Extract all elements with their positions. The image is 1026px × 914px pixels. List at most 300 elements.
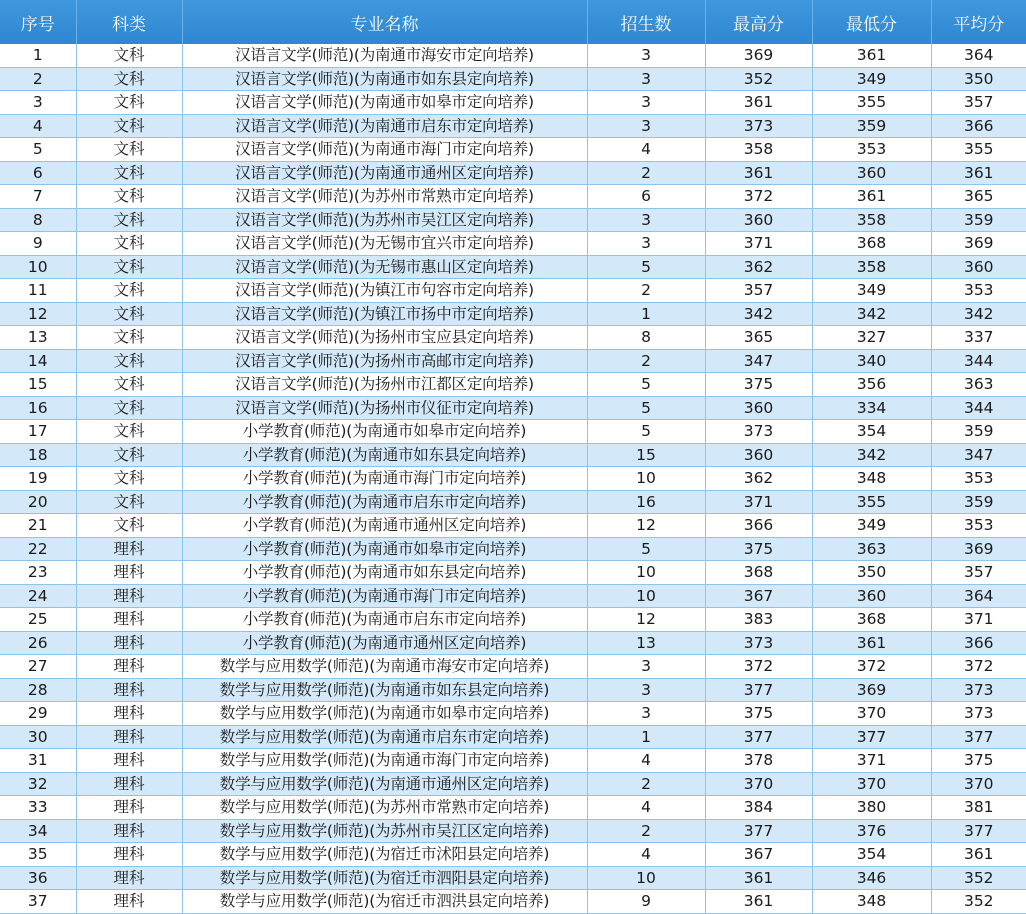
enrollment-count-cell: 16: [587, 490, 705, 514]
highest-score-cell: 373: [705, 114, 812, 138]
table-row: [0, 255, 1026, 279]
serial-number-cell: 17: [0, 420, 76, 444]
average-score-cell: 353: [931, 514, 1026, 538]
serial-number-cell: 30: [0, 725, 76, 749]
table-row: [0, 114, 1026, 138]
highest-score-cell: 347: [705, 349, 812, 373]
average-score-cell: 373: [931, 678, 1026, 702]
lowest-score-cell: 368: [812, 608, 931, 632]
enrollment-count-cell: 3: [587, 67, 705, 91]
enrollment-count-cell: 12: [587, 608, 705, 632]
subject-category-cell: 文科: [76, 396, 182, 420]
enrollment-count-cell: 4: [587, 796, 705, 820]
highest-score-cell: 362: [705, 467, 812, 491]
average-score-cell: 352: [931, 866, 1026, 890]
enrollment-count-cell: 3: [587, 655, 705, 679]
average-score-cell: 361: [931, 161, 1026, 185]
lowest-score-cell: 356: [812, 373, 931, 397]
enrollment-count-cell: 5: [587, 373, 705, 397]
highest-score-cell: 360: [705, 443, 812, 467]
table-row: [0, 514, 1026, 538]
average-score-cell: 344: [931, 396, 1026, 420]
enrollment-count-cell: 2: [587, 349, 705, 373]
lowest-score-cell: 354: [812, 843, 931, 867]
enrollment-count-cell: 3: [587, 702, 705, 726]
lowest-score-cell: 327: [812, 326, 931, 350]
subject-category-cell: 文科: [76, 114, 182, 138]
table-row: [0, 443, 1026, 467]
header-row: [0, 0, 1026, 44]
serial-number-cell: 26: [0, 631, 76, 655]
serial-number-cell: 33: [0, 796, 76, 820]
average-score-cell: 373: [931, 702, 1026, 726]
table-row: [0, 326, 1026, 350]
lowest-score-cell: 369: [812, 678, 931, 702]
highest-score-cell: 384: [705, 796, 812, 820]
table-row: [0, 608, 1026, 632]
subject-category-cell: 理科: [76, 796, 182, 820]
major-name-cell: 小学教育(师范)(为南通市海门市定向培养): [182, 584, 587, 608]
serial-number-cell: 14: [0, 349, 76, 373]
subject-category-cell: 理科: [76, 655, 182, 679]
subject-category-cell: 理科: [76, 772, 182, 796]
average-score-cell: 342: [931, 302, 1026, 326]
major-name-cell: 汉语言文学(师范)(为南通市海安市定向培养): [182, 44, 587, 67]
serial-number-cell: 12: [0, 302, 76, 326]
subject-category-cell: 文科: [76, 326, 182, 350]
highest-score-cell: 361: [705, 91, 812, 115]
table-row: [0, 349, 1026, 373]
table-row: [0, 396, 1026, 420]
enrollment-count-cell: 4: [587, 749, 705, 773]
serial-number-cell: 7: [0, 185, 76, 209]
serial-number-cell: 9: [0, 232, 76, 256]
table-row: [0, 161, 1026, 185]
average-score-cell: 369: [931, 537, 1026, 561]
table-row: [0, 373, 1026, 397]
enrollment-count-cell: 2: [587, 819, 705, 843]
lowest-score-cell: 360: [812, 161, 931, 185]
highest-score-cell: 362: [705, 255, 812, 279]
enrollment-count-cell: 10: [587, 584, 705, 608]
average-score-cell: 352: [931, 890, 1026, 914]
enrollment-count-cell: 3: [587, 678, 705, 702]
serial-number-cell: 19: [0, 467, 76, 491]
serial-number-cell: 18: [0, 443, 76, 467]
table-row: [0, 232, 1026, 256]
enrollment-count-cell: 3: [587, 91, 705, 115]
header-enrollment-count: 招生数: [587, 0, 705, 44]
subject-category-cell: 理科: [76, 866, 182, 890]
highest-score-cell: 375: [705, 702, 812, 726]
major-name-cell: 小学教育(师范)(为南通市如东县定向培养): [182, 561, 587, 585]
major-name-cell: 汉语言文学(师范)(为镇江市扬中市定向培养): [182, 302, 587, 326]
major-name-cell: 汉语言文学(师范)(为扬州市江都区定向培养): [182, 373, 587, 397]
highest-score-cell: 383: [705, 608, 812, 632]
header-highest-score: 最高分: [705, 0, 812, 44]
highest-score-cell: 375: [705, 373, 812, 397]
subject-category-cell: 文科: [76, 443, 182, 467]
subject-category-cell: 文科: [76, 161, 182, 185]
header-major-name: 专业名称: [182, 0, 587, 44]
header-average-score: 平均分: [931, 0, 1026, 44]
major-name-cell: 汉语言文学(师范)(为扬州市宝应县定向培养): [182, 326, 587, 350]
subject-category-cell: 文科: [76, 420, 182, 444]
lowest-score-cell: 342: [812, 443, 931, 467]
subject-category-cell: 理科: [76, 561, 182, 585]
major-name-cell: 小学教育(师范)(为南通市启东市定向培养): [182, 608, 587, 632]
lowest-score-cell: 371: [812, 749, 931, 773]
serial-number-cell: 10: [0, 255, 76, 279]
serial-number-cell: 16: [0, 396, 76, 420]
enrollment-count-cell: 5: [587, 255, 705, 279]
subject-category-cell: 理科: [76, 890, 182, 914]
serial-number-cell: 27: [0, 655, 76, 679]
subject-category-cell: 文科: [76, 232, 182, 256]
major-name-cell: 汉语言文学(师范)(为扬州市高邮市定向培养): [182, 349, 587, 373]
serial-number-cell: 21: [0, 514, 76, 538]
subject-category-cell: 文科: [76, 44, 182, 67]
major-name-cell: 汉语言文学(师范)(为苏州市常熟市定向培养): [182, 185, 587, 209]
table-row: [0, 725, 1026, 749]
lowest-score-cell: 346: [812, 866, 931, 890]
header-lowest-score: 最低分: [812, 0, 931, 44]
table-row: [0, 702, 1026, 726]
serial-number-cell: 4: [0, 114, 76, 138]
enrollment-count-cell: 10: [587, 467, 705, 491]
major-name-cell: 汉语言文学(师范)(为南通市如东县定向培养): [182, 67, 587, 91]
subject-category-cell: 文科: [76, 467, 182, 491]
lowest-score-cell: 349: [812, 514, 931, 538]
average-score-cell: 371: [931, 608, 1026, 632]
highest-score-cell: 373: [705, 420, 812, 444]
highest-score-cell: 367: [705, 843, 812, 867]
highest-score-cell: 365: [705, 326, 812, 350]
subject-category-cell: 文科: [76, 279, 182, 303]
average-score-cell: 353: [931, 279, 1026, 303]
enrollment-count-cell: 10: [587, 866, 705, 890]
subject-category-cell: 文科: [76, 91, 182, 115]
table-row: [0, 655, 1026, 679]
average-score-cell: 366: [931, 114, 1026, 138]
header-serial-number: 序号: [0, 0, 76, 44]
subject-category-cell: 理科: [76, 819, 182, 843]
average-score-cell: 344: [931, 349, 1026, 373]
major-name-cell: 数学与应用数学(师范)(为南通市海门市定向培养): [182, 749, 587, 773]
highest-score-cell: 361: [705, 890, 812, 914]
table-row: [0, 772, 1026, 796]
enrollment-count-cell: 3: [587, 208, 705, 232]
table-row: [0, 420, 1026, 444]
enrollment-count-cell: 1: [587, 725, 705, 749]
average-score-cell: 337: [931, 326, 1026, 350]
average-score-cell: 359: [931, 490, 1026, 514]
subject-category-cell: 文科: [76, 67, 182, 91]
highest-score-cell: 360: [705, 396, 812, 420]
subject-category-cell: 文科: [76, 185, 182, 209]
enrollment-count-cell: 4: [587, 138, 705, 162]
lowest-score-cell: 359: [812, 114, 931, 138]
lowest-score-cell: 376: [812, 819, 931, 843]
highest-score-cell: 373: [705, 631, 812, 655]
highest-score-cell: 342: [705, 302, 812, 326]
enrollment-count-cell: 15: [587, 443, 705, 467]
major-name-cell: 小学教育(师范)(为南通市如东县定向培养): [182, 443, 587, 467]
table-row: [0, 584, 1026, 608]
serial-number-cell: 8: [0, 208, 76, 232]
subject-category-cell: 文科: [76, 349, 182, 373]
average-score-cell: 347: [931, 443, 1026, 467]
lowest-score-cell: 372: [812, 655, 931, 679]
average-score-cell: 357: [931, 561, 1026, 585]
highest-score-cell: 366: [705, 514, 812, 538]
average-score-cell: 366: [931, 631, 1026, 655]
table-row: [0, 843, 1026, 867]
subject-category-cell: 文科: [76, 138, 182, 162]
major-name-cell: 汉语言文学(师范)(为南通市启东市定向培养): [182, 114, 587, 138]
serial-number-cell: 15: [0, 373, 76, 397]
subject-category-cell: 理科: [76, 749, 182, 773]
enrollment-count-cell: 3: [587, 114, 705, 138]
lowest-score-cell: 354: [812, 420, 931, 444]
enrollment-count-cell: 4: [587, 843, 705, 867]
table-row: [0, 537, 1026, 561]
lowest-score-cell: 342: [812, 302, 931, 326]
highest-score-cell: 361: [705, 866, 812, 890]
major-name-cell: 汉语言文学(师范)(为苏州市吴江区定向培养): [182, 208, 587, 232]
serial-number-cell: 36: [0, 866, 76, 890]
subject-category-cell: 文科: [76, 373, 182, 397]
header-subject-category: 科类: [76, 0, 182, 44]
average-score-cell: 355: [931, 138, 1026, 162]
serial-number-cell: 31: [0, 749, 76, 773]
table-row: [0, 678, 1026, 702]
highest-score-cell: 377: [705, 819, 812, 843]
highest-score-cell: 358: [705, 138, 812, 162]
major-name-cell: 数学与应用数学(师范)(为宿迁市泗阳县定向培养): [182, 866, 587, 890]
table-row: [0, 67, 1026, 91]
major-name-cell: 小学教育(师范)(为南通市通州区定向培养): [182, 514, 587, 538]
serial-number-cell: 22: [0, 537, 76, 561]
lowest-score-cell: 348: [812, 467, 931, 491]
lowest-score-cell: 349: [812, 67, 931, 91]
average-score-cell: 370: [931, 772, 1026, 796]
table-row: [0, 279, 1026, 303]
table-row: [0, 561, 1026, 585]
average-score-cell: 365: [931, 185, 1026, 209]
serial-number-cell: 35: [0, 843, 76, 867]
lowest-score-cell: 353: [812, 138, 931, 162]
table-row: [0, 138, 1026, 162]
highest-score-cell: 372: [705, 185, 812, 209]
major-name-cell: 数学与应用数学(师范)(为南通市启东市定向培养): [182, 725, 587, 749]
subject-category-cell: 文科: [76, 302, 182, 326]
major-name-cell: 数学与应用数学(师范)(为宿迁市沭阳县定向培养): [182, 843, 587, 867]
average-score-cell: 353: [931, 467, 1026, 491]
lowest-score-cell: 370: [812, 772, 931, 796]
table-row: [0, 91, 1026, 115]
lowest-score-cell: 348: [812, 890, 931, 914]
major-name-cell: 汉语言文学(师范)(为无锡市宜兴市定向培养): [182, 232, 587, 256]
table-header: [0, 0, 1026, 44]
highest-score-cell: 371: [705, 490, 812, 514]
table-row: [0, 208, 1026, 232]
table-row: [0, 44, 1026, 67]
major-name-cell: 小学教育(师范)(为南通市海门市定向培养): [182, 467, 587, 491]
lowest-score-cell: 355: [812, 91, 931, 115]
lowest-score-cell: 368: [812, 232, 931, 256]
lowest-score-cell: 350: [812, 561, 931, 585]
lowest-score-cell: 370: [812, 702, 931, 726]
subject-category-cell: 文科: [76, 255, 182, 279]
serial-number-cell: 13: [0, 326, 76, 350]
serial-number-cell: 2: [0, 67, 76, 91]
average-score-cell: 372: [931, 655, 1026, 679]
highest-score-cell: 377: [705, 725, 812, 749]
major-name-cell: 汉语言文学(师范)(为无锡市惠山区定向培养): [182, 255, 587, 279]
lowest-score-cell: 349: [812, 279, 931, 303]
highest-score-cell: 352: [705, 67, 812, 91]
average-score-cell: 359: [931, 420, 1026, 444]
subject-category-cell: 文科: [76, 514, 182, 538]
major-name-cell: 数学与应用数学(师范)(为苏州市吴江区定向培养): [182, 819, 587, 843]
average-score-cell: 350: [931, 67, 1026, 91]
subject-category-cell: 文科: [76, 208, 182, 232]
enrollment-count-cell: 5: [587, 396, 705, 420]
serial-number-cell: 23: [0, 561, 76, 585]
lowest-score-cell: 361: [812, 185, 931, 209]
enrollment-count-cell: 2: [587, 161, 705, 185]
table-row: [0, 185, 1026, 209]
average-score-cell: 375: [931, 749, 1026, 773]
lowest-score-cell: 377: [812, 725, 931, 749]
subject-category-cell: 文科: [76, 490, 182, 514]
major-name-cell: 汉语言文学(师范)(为南通市通州区定向培养): [182, 161, 587, 185]
enrollment-count-cell: 2: [587, 772, 705, 796]
table-row: [0, 749, 1026, 773]
lowest-score-cell: 360: [812, 584, 931, 608]
major-name-cell: 小学教育(师范)(为南通市如皋市定向培养): [182, 420, 587, 444]
major-name-cell: 小学教育(师范)(为南通市如皋市定向培养): [182, 537, 587, 561]
highest-score-cell: 367: [705, 584, 812, 608]
enrollment-count-cell: 5: [587, 537, 705, 561]
serial-number-cell: 37: [0, 890, 76, 914]
major-name-cell: 汉语言文学(师范)(为南通市如皋市定向培养): [182, 91, 587, 115]
lowest-score-cell: 340: [812, 349, 931, 373]
enrollment-count-cell: 9: [587, 890, 705, 914]
table-row: [0, 796, 1026, 820]
major-name-cell: 汉语言文学(师范)(为扬州市仪征市定向培养): [182, 396, 587, 420]
serial-number-cell: 24: [0, 584, 76, 608]
major-name-cell: 汉语言文学(师范)(为镇江市句容市定向培养): [182, 279, 587, 303]
highest-score-cell: 372: [705, 655, 812, 679]
average-score-cell: 381: [931, 796, 1026, 820]
major-name-cell: 小学教育(师范)(为南通市通州区定向培养): [182, 631, 587, 655]
highest-score-cell: 371: [705, 232, 812, 256]
highest-score-cell: 377: [705, 678, 812, 702]
average-score-cell: 364: [931, 584, 1026, 608]
major-name-cell: 数学与应用数学(师范)(为南通市如东县定向培养): [182, 678, 587, 702]
enrollment-count-cell: 13: [587, 631, 705, 655]
table-row: [0, 467, 1026, 491]
table-row: [0, 302, 1026, 326]
major-name-cell: 数学与应用数学(师范)(为宿迁市泗洪县定向培养): [182, 890, 587, 914]
major-name-cell: 小学教育(师范)(为南通市启东市定向培养): [182, 490, 587, 514]
subject-category-cell: 理科: [76, 584, 182, 608]
lowest-score-cell: 361: [812, 44, 931, 67]
enrollment-count-cell: 5: [587, 420, 705, 444]
average-score-cell: 377: [931, 725, 1026, 749]
lowest-score-cell: 361: [812, 631, 931, 655]
table-row: [0, 490, 1026, 514]
highest-score-cell: 360: [705, 208, 812, 232]
serial-number-cell: 20: [0, 490, 76, 514]
serial-number-cell: 5: [0, 138, 76, 162]
average-score-cell: 377: [931, 819, 1026, 843]
serial-number-cell: 28: [0, 678, 76, 702]
major-name-cell: 汉语言文学(师范)(为南通市海门市定向培养): [182, 138, 587, 162]
enrollment-count-cell: 3: [587, 232, 705, 256]
major-name-cell: 数学与应用数学(师范)(为南通市海安市定向培养): [182, 655, 587, 679]
table-row: [0, 819, 1026, 843]
highest-score-cell: 378: [705, 749, 812, 773]
enrollment-count-cell: 3: [587, 44, 705, 67]
highest-score-cell: 368: [705, 561, 812, 585]
serial-number-cell: 34: [0, 819, 76, 843]
serial-number-cell: 11: [0, 279, 76, 303]
highest-score-cell: 370: [705, 772, 812, 796]
lowest-score-cell: 358: [812, 255, 931, 279]
serial-number-cell: 29: [0, 702, 76, 726]
average-score-cell: 357: [931, 91, 1026, 115]
lowest-score-cell: 380: [812, 796, 931, 820]
table-row: [0, 866, 1026, 890]
table-row: [0, 631, 1026, 655]
average-score-cell: 363: [931, 373, 1026, 397]
enrollment-count-cell: 1: [587, 302, 705, 326]
major-name-cell: 数学与应用数学(师范)(为南通市通州区定向培养): [182, 772, 587, 796]
average-score-cell: 359: [931, 208, 1026, 232]
subject-category-cell: 理科: [76, 608, 182, 632]
serial-number-cell: 25: [0, 608, 76, 632]
subject-category-cell: 理科: [76, 725, 182, 749]
subject-category-cell: 理科: [76, 702, 182, 726]
table-body: [0, 44, 1026, 913]
lowest-score-cell: 334: [812, 396, 931, 420]
highest-score-cell: 369: [705, 44, 812, 67]
lowest-score-cell: 358: [812, 208, 931, 232]
serial-number-cell: 3: [0, 91, 76, 115]
subject-category-cell: 理科: [76, 537, 182, 561]
subject-category-cell: 理科: [76, 631, 182, 655]
average-score-cell: 360: [931, 255, 1026, 279]
enrollment-count-cell: 10: [587, 561, 705, 585]
major-name-cell: 数学与应用数学(师范)(为苏州市常熟市定向培养): [182, 796, 587, 820]
enrollment-count-cell: 12: [587, 514, 705, 538]
lowest-score-cell: 355: [812, 490, 931, 514]
enrollment-count-cell: 6: [587, 185, 705, 209]
average-score-cell: 361: [931, 843, 1026, 867]
lowest-score-cell: 363: [812, 537, 931, 561]
highest-score-cell: 375: [705, 537, 812, 561]
subject-category-cell: 理科: [76, 678, 182, 702]
table-row: [0, 890, 1026, 914]
average-score-cell: 369: [931, 232, 1026, 256]
enrollment-count-cell: 8: [587, 326, 705, 350]
subject-category-cell: 理科: [76, 843, 182, 867]
major-name-cell: 数学与应用数学(师范)(为南通市如皋市定向培养): [182, 702, 587, 726]
enrollment-count-cell: 2: [587, 279, 705, 303]
